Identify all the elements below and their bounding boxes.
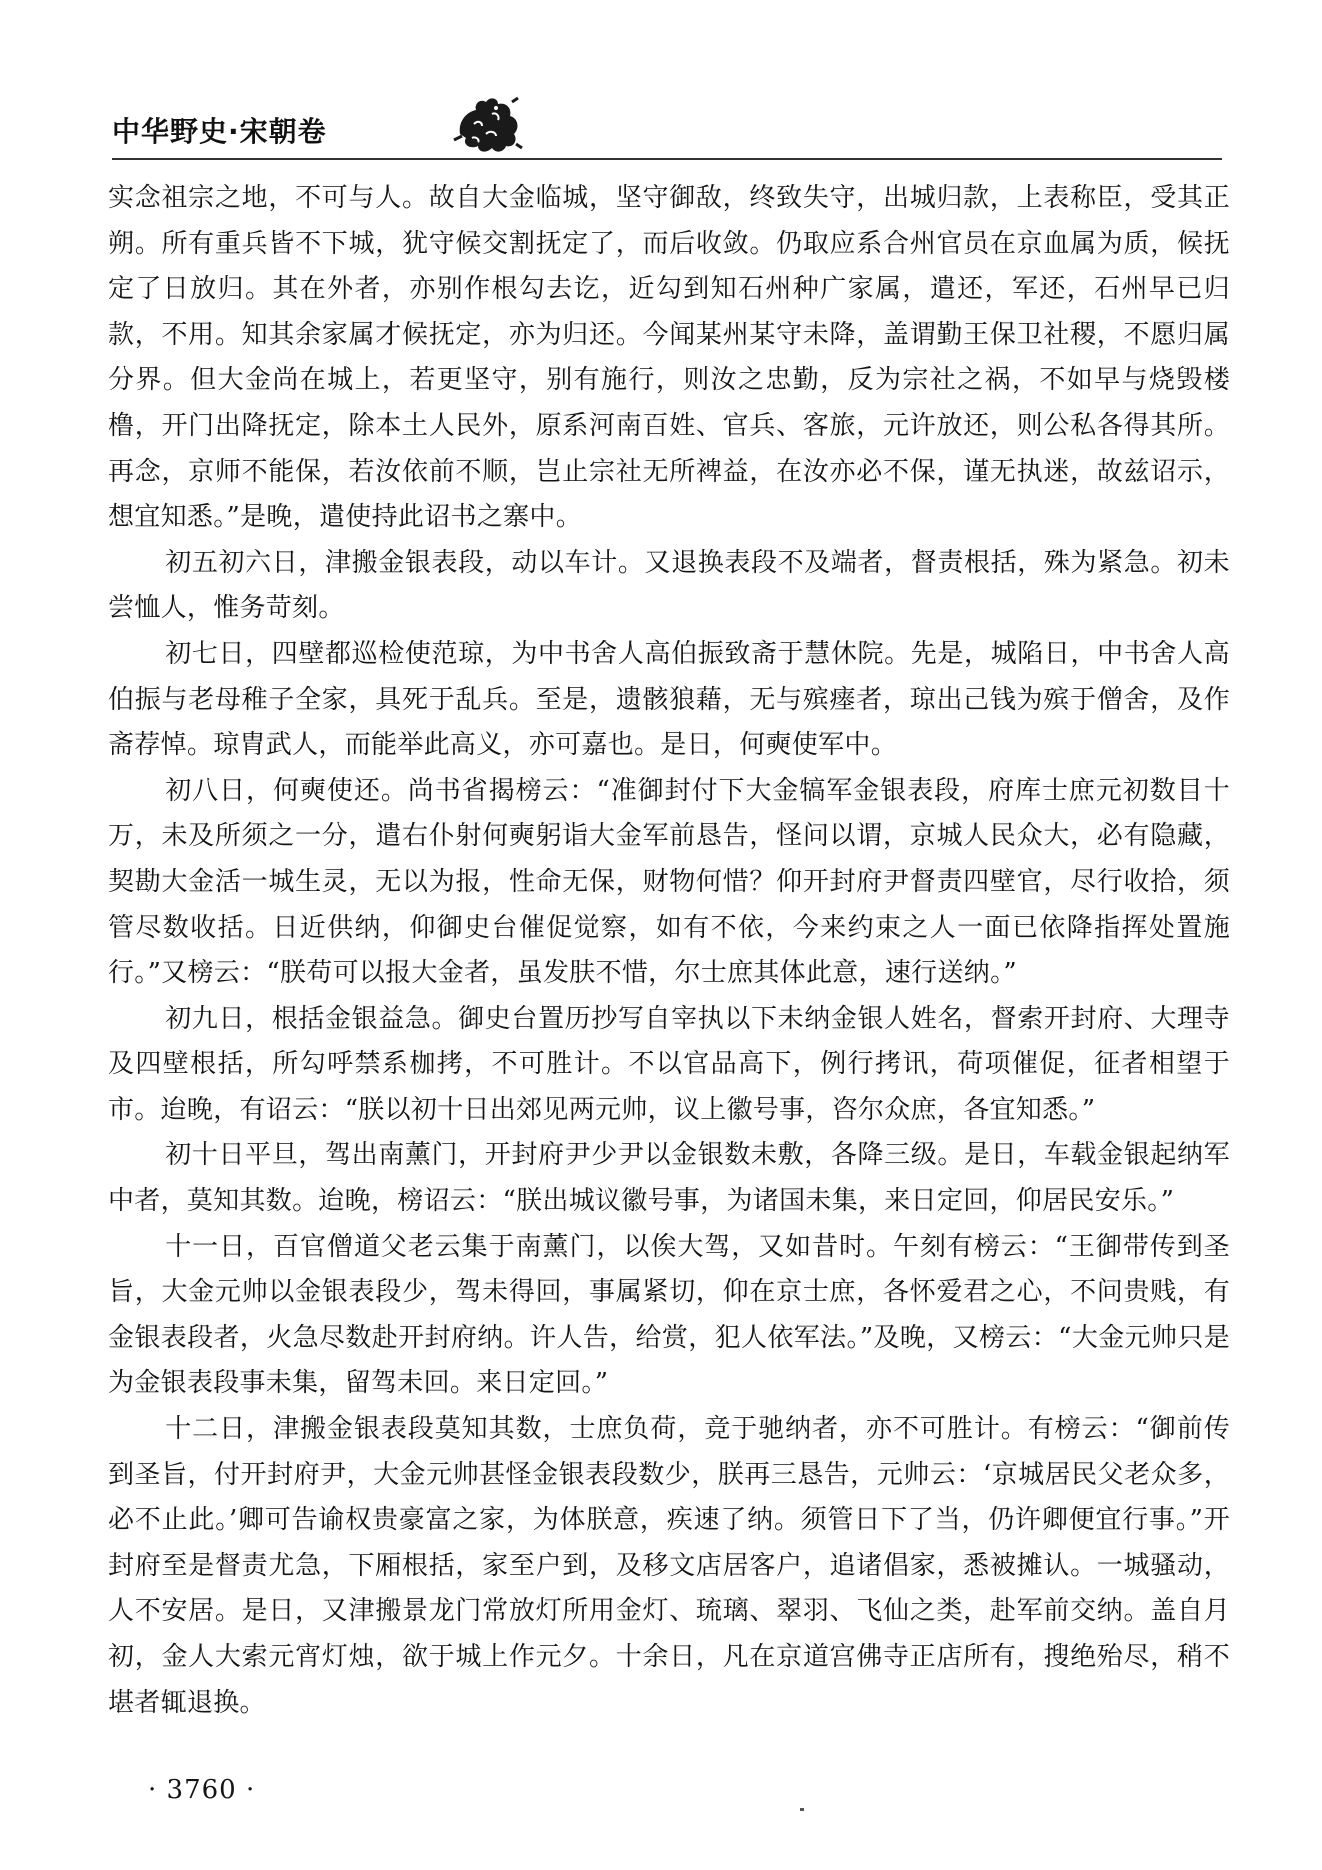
paragraph: 实念祖宗之地，不可与人。故自大金临城，坚守御敌，终致失守，出城归款，上表称臣，受其正朔。所有重兵皆不下城，犹守候交割抚定了，而后收敛。仍取应系合州官员在京血属为质，候抚定了日放归。其在外者，亦别作根勾去讫，近勾到知石州种广家属，遣还，军还，石州早已归款，不用。知其余家属才候抚定，亦为归还。今闻某州某守未降，盖谓勤王保卫社稷，不愿归属分界。但大金尚在城上，若更坚守，别有施行，则汝之忠勤，反为宗社之祸，不如早与烧毁楼橹，开门出降抚定，除本土人民外，原系河南百姓、官兵、客旅，元许放还，则公私各得其所。再念，京师不能保，若汝依前不顺，岂止宗社无所裨益，在汝亦必不保，谨无执迷，故兹诏示，想宜知悉。”是晚，遣使持此诏书之寨中。 (108, 183, 1230, 533)
body-text (108, 176, 1230, 1726)
paragraph: 初九日，根括金银益急。御史台置历抄写自宰执以下未纳金银人姓名，督索开封府、大理寺及四壁根括，所勾呼禁系枷拷，不可胜计。不以官品高下，例行拷讯，荷项催促，征者相望于市。迨晚，有诏云：“朕以初十日出郊见两元帅，议上徽号事，咨尔众庶，各宜知悉。” (108, 1003, 1230, 1125)
running-header (112, 100, 1222, 160)
paragraph: 初八日，何奭使还。尚书省揭榜云：“准御封付下大金犒军金银表段，府库士庶元初数目十万，未及所须之一分，遣右仆射何奭躬诣大金军前恳告，怪问以谓，京城人民众大，必有隐藏，契勘大金活一城生灵，无以为报，性命无保，财物何惜？仰开封府尹督责四壁官，尽行收拾，须管尽数收括。日近供纳，仰御史台催促觉察，如有不依，今来约束之人一面已依降指挥处置施行。”又榜云：“朕苟可以报大金者，虽发肤不惜，尔士庶其体此意，速行送纳。” (108, 775, 1230, 989)
paragraph: 十二日，津搬金银表段莫知其数，士庶负荷，竞于驰纳者，亦不可胜计。有榜云：“御前传到圣旨，付开封府尹，大金元帅甚怪金银表段数少，朕再三恳告，元帅云：‘京城居民父老众多，必不止此。’卿可告谕权贵豪富之家，为体朕意，疾速了纳。须管日下了当，仍许卿便宜行事。”开封府至是督责尤急，下厢根括，家至户到，及移文店居客户，追诸倡家，悉被摊认。一城骚动，人不安居。是日，又津搬景龙门常放灯所用金灯、琉璃、翠羽、飞仙之类，赴军前交纳。盖自月初，金人大索元宵灯烛，欲于城上作元夕。十余日，凡在京道宫佛寺正店所有，搜绝殆尽，稍不堪者辄退换。 (108, 1414, 1230, 1718)
paragraph: 初十日平旦，驾出南薰门，开封府尹少尹以金银数未敷，各降三级。是日，车载金银起纳军中者，莫知其数。迨晚，榜诏云：“朕出城议徽号事，为诸国未集，来日定回，仰居民安乐。” (108, 1140, 1230, 1217)
paragraph: 初七日，四壁都巡检使范琼，为中书舍人高伯振致斋于慧休院。先是，城陷日，中书舍人高伯振与老母稚子全家，具死于乱兵。至是，遗骸狼藉，无与殡瘗者，琼出己钱为殡于僧舍，及作斋荐悼。琼胄武人，而能举此高义，亦可嘉也。是日，何奭使军中。 (108, 638, 1230, 761)
dragon-emblem-icon (452, 94, 524, 156)
header-rule (112, 158, 1222, 160)
paragraph: 初五初六日，津搬金银表段，动以车计。又退换表段不及端者，督责根括，殊为紧急。初未尝恤人，惟务苛刻。 (108, 547, 1230, 624)
paragraph: 十一日，百官僧道父老云集于南薰门，以俟大驾，又如昔时。午刻有榜云：“王御带传到圣旨，大金元帅以金银表段少，驾未得回，事属紧切，仰在京士庶，各怀爱君之心，不问贵贱，有金银表段者，火急尽数赴开封府纳。许人告，给赏，犯人依军法。”及晚，又榜云：“大金元帅只是为金银表段事未集，留驾未回。来日定回。” (108, 1231, 1230, 1399)
scan-speck (800, 1808, 804, 1811)
page-number: · 3760 · (148, 1775, 256, 1805)
book-title: 中华野史·宋朝卷 (112, 115, 327, 148)
